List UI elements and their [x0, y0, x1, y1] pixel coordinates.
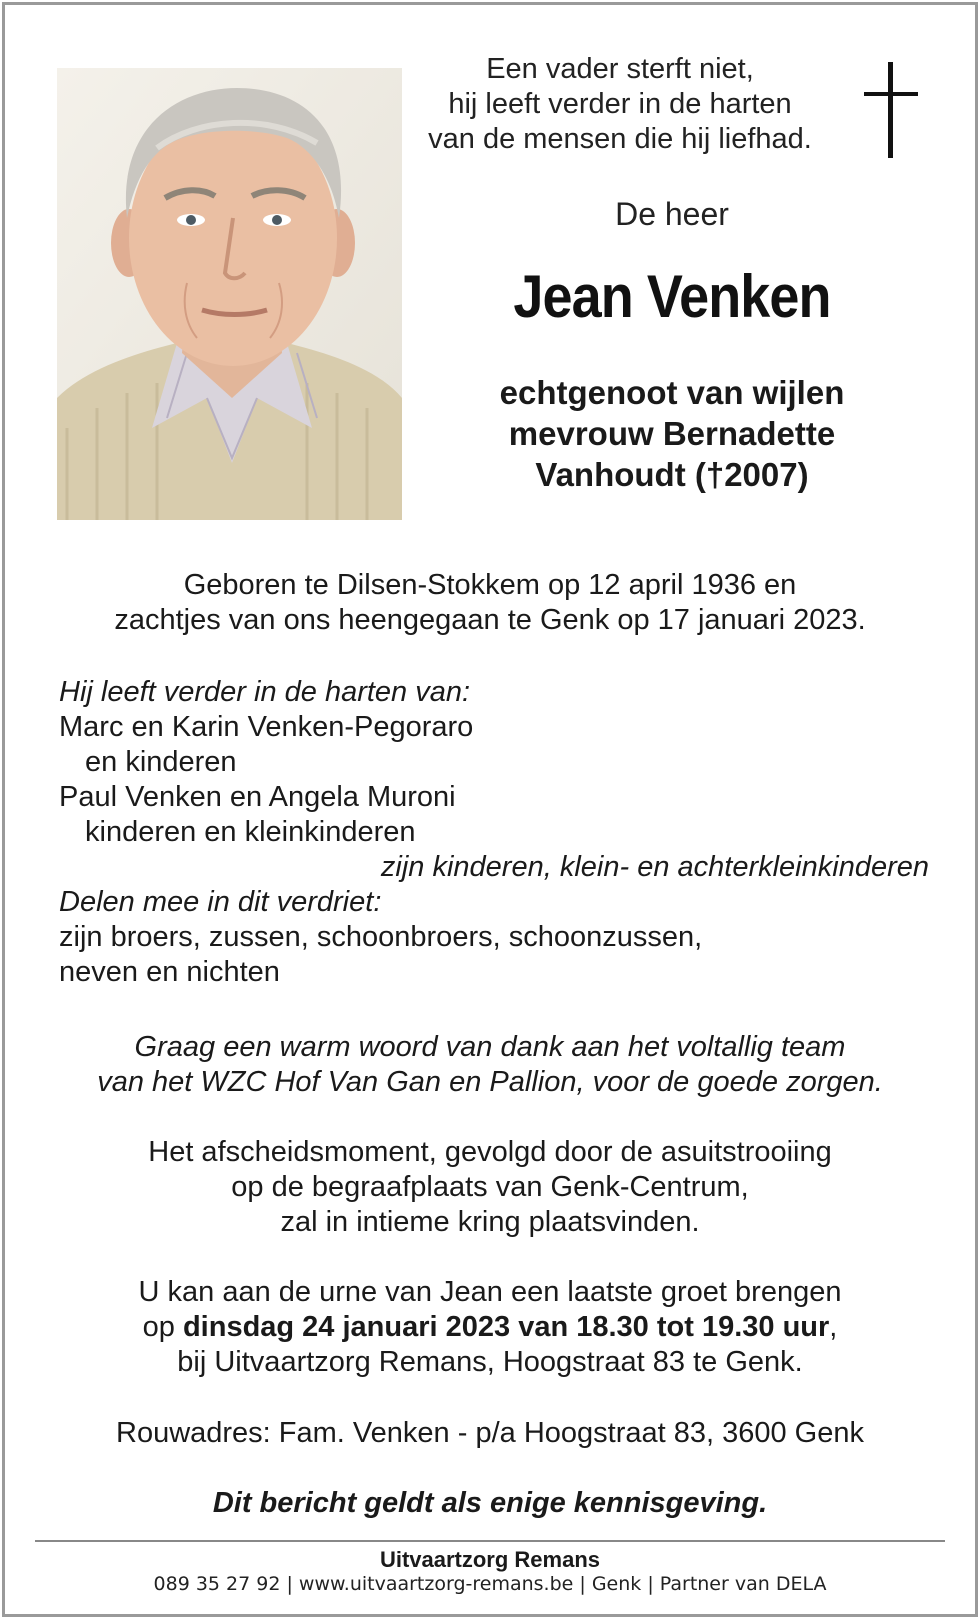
ceremony-info: [30, 1135, 950, 1240]
family-line: Paul Venken en Angela Muroni: [59, 781, 456, 813]
quote-line: Een vader sterft niet,: [486, 53, 754, 85]
notice-statement: Dit bericht geldt als enige kennisgeving.: [212, 1487, 768, 1519]
honorific: De heer: [615, 196, 729, 232]
visit-datetime: dinsdag 24 januari 2023 van 18.30 tot 19.30 uur: [182, 1311, 830, 1343]
visit-info: [30, 1275, 950, 1380]
ceremony-line: zal in intieme kring plaatsvinden.: [280, 1206, 700, 1238]
quote: [410, 52, 830, 157]
spouse-line: Vanhoudt (†2007): [535, 456, 809, 493]
thanks-message: [30, 1030, 950, 1100]
visit-suffix: ,: [829, 1311, 838, 1343]
cross-icon: [864, 62, 920, 158]
family-line: en kinderen: [85, 746, 237, 778]
quote-line: hij leeft verder in de harten: [448, 88, 792, 120]
birth-line: Geboren te Dilsen-Stokkem op 12 april 1936 en: [183, 569, 797, 601]
thanks-line: Graag een warm woord van dank aan het voltallig team: [134, 1031, 846, 1063]
thanks-line: van het WZC Hof Van Gan en Pallion, voor de goede zorgen.: [97, 1066, 883, 1098]
spouse-line: echtgenoot van wijlen: [499, 374, 845, 411]
family-summary: zijn kinderen, klein- en achterkleinkinderen: [380, 851, 929, 883]
family-list: [59, 675, 929, 990]
funeral-home-name: Uitvaartzorg Remans: [379, 1547, 601, 1572]
family-heading: Hij leeft verder in de harten van:: [59, 676, 471, 708]
share-line: zijn broers, zussen, schoonbroers, schoonzussen,: [59, 921, 703, 953]
funeral-home-contact: 089 35 27 92 | www.uitvaartzorg-remans.be | Genk | Partner van DELA: [153, 1573, 827, 1595]
spouse-info: [455, 372, 889, 495]
family-line: kinderen en kleinkinderen: [85, 816, 416, 848]
deceased-name: Jean Venken: [513, 263, 831, 330]
birth-death-info: [30, 568, 950, 638]
portrait-photo: [57, 68, 402, 520]
visit-date-line: [30, 1310, 950, 1345]
share-heading: Delen mee in dit verdriet:: [59, 886, 382, 918]
family-line: Marc en Karin Venken-Pegoraro: [59, 711, 474, 743]
visit-line: bij Uitvaartzorg Remans, Hoogstraat 83 te Genk.: [177, 1346, 803, 1378]
visit-prefix: op: [142, 1311, 183, 1343]
spouse-line: mevrouw Bernadette: [508, 415, 836, 452]
death-line: zachtjes van ons heengegaan te Genk op 17 januari 2023.: [114, 604, 866, 636]
quote-line: van de mensen die hij liefhad.: [428, 123, 812, 155]
share-line: neven en nichten: [59, 956, 280, 988]
ceremony-line: Het afscheidsmoment, gevolgd door de asuitstrooiing: [148, 1136, 832, 1168]
mourning-address: Rouwadres: Fam. Venken - p/a Hoogstraat 83, 3600 Genk: [116, 1417, 864, 1449]
footer-divider: [35, 1540, 945, 1542]
visit-line: U kan aan de urne van Jean een laatste groet brengen: [138, 1276, 842, 1308]
ceremony-line: op de begraafplaats van Genk-Centrum,: [231, 1171, 749, 1203]
